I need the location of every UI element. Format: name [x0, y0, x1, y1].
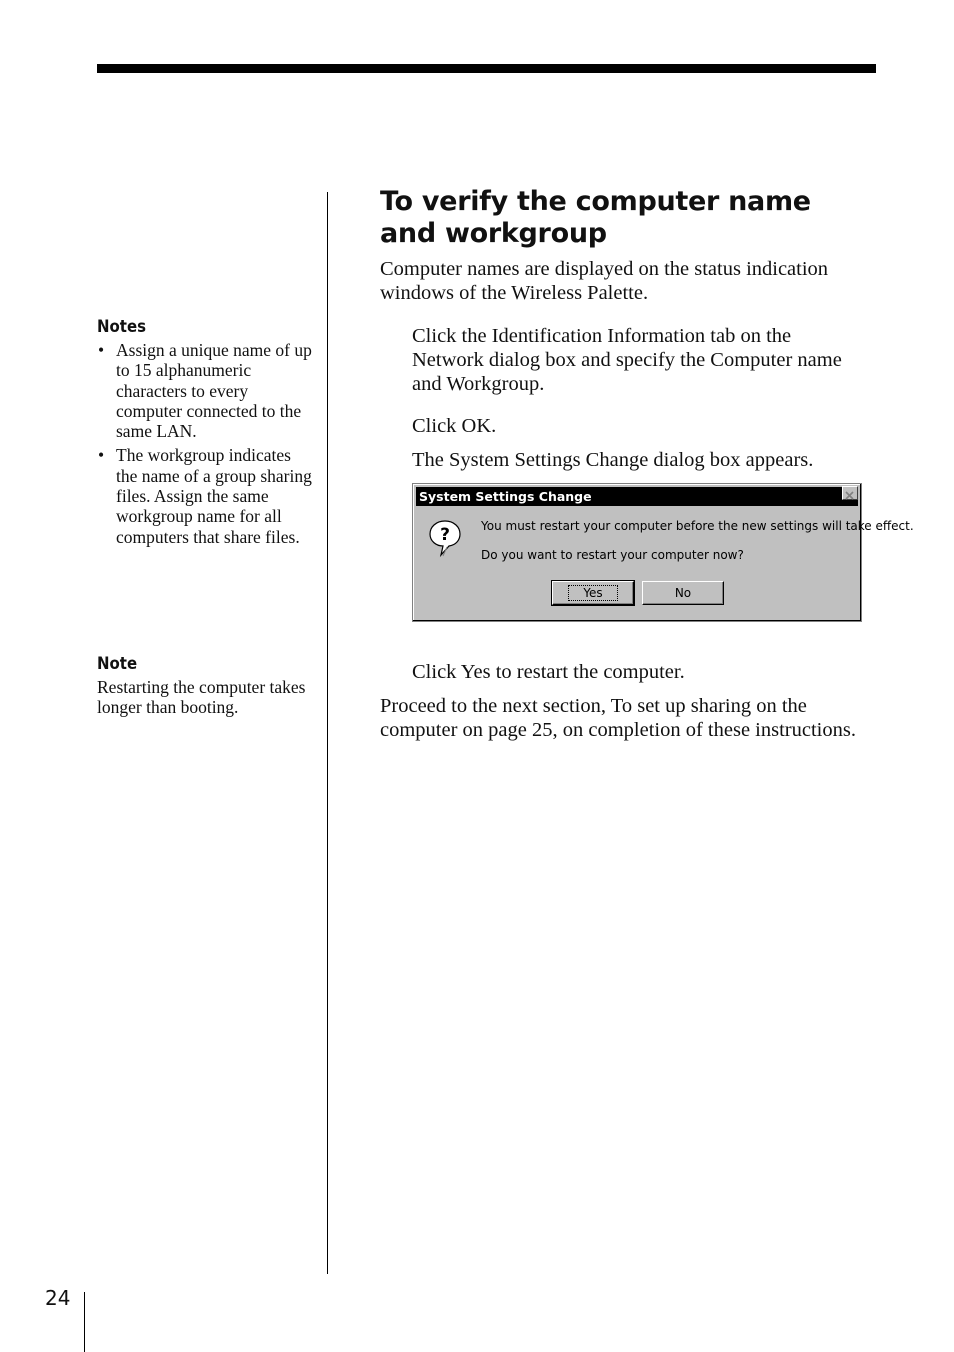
note-item-text: Assign a unique name of up to 15 alphanumeric characters to every computer connected to the same LAN.	[116, 340, 312, 442]
top-rule	[97, 64, 876, 73]
section-heading: To verify the computer name and workgroup	[380, 186, 811, 249]
step-2-text: Click OK.	[412, 415, 497, 437]
notes-title: Notes	[97, 317, 147, 337]
step-3-text: Click Yes to restart the computer.	[412, 661, 685, 683]
column-divider	[327, 192, 328, 1274]
no-button-label: No	[674, 586, 692, 600]
bullet: •	[98, 340, 105, 360]
step-2-result: The System Settings Change dialog box appears.	[412, 449, 814, 471]
note-text: Restarting the computer takes longer than booting.	[97, 677, 306, 718]
question-icon	[428, 518, 462, 558]
dialog-message-1: You must restart your computer before the new settings will take effect.	[481, 519, 914, 533]
yes-button-label: Yes	[568, 585, 617, 601]
dialog-message-2: Do you want to restart your computer now?	[481, 548, 744, 562]
intro-paragraph: Computer names are displayed on the status indication windows of the Wireless Palette.	[380, 258, 829, 304]
close-icon	[843, 490, 857, 502]
step-1-text: Click the Identification Information tab on the Network dialog box and specify the Computer name and Workgroup.	[412, 325, 842, 395]
svg-text:?: ?	[440, 525, 450, 545]
dialog-close-button[interactable]	[842, 486, 858, 500]
folio-rule	[84, 1292, 85, 1352]
note-item-text: The workgroup indicates the name of a group sharing files. Assign the same workgroup name for all computers that share files.	[116, 445, 312, 547]
yes-button[interactable]	[552, 581, 634, 605]
no-button[interactable]	[642, 581, 724, 605]
note-block	[97, 653, 315, 718]
note-item	[97, 445, 315, 546]
note-item	[97, 340, 315, 441]
closing-paragraph: Proceed to the next section, To set up sharing on the computer on page 25, on completion of these instructions.	[380, 695, 856, 741]
notes-block	[97, 316, 315, 551]
dialog-title-bar	[416, 487, 858, 506]
dialog-title: System Settings Change	[419, 489, 592, 504]
bullet: •	[98, 445, 105, 466]
note-title: Note	[97, 654, 138, 674]
system-settings-dialog	[412, 483, 914, 622]
page-number: 24	[45, 1286, 71, 1310]
notes-list	[97, 340, 315, 547]
